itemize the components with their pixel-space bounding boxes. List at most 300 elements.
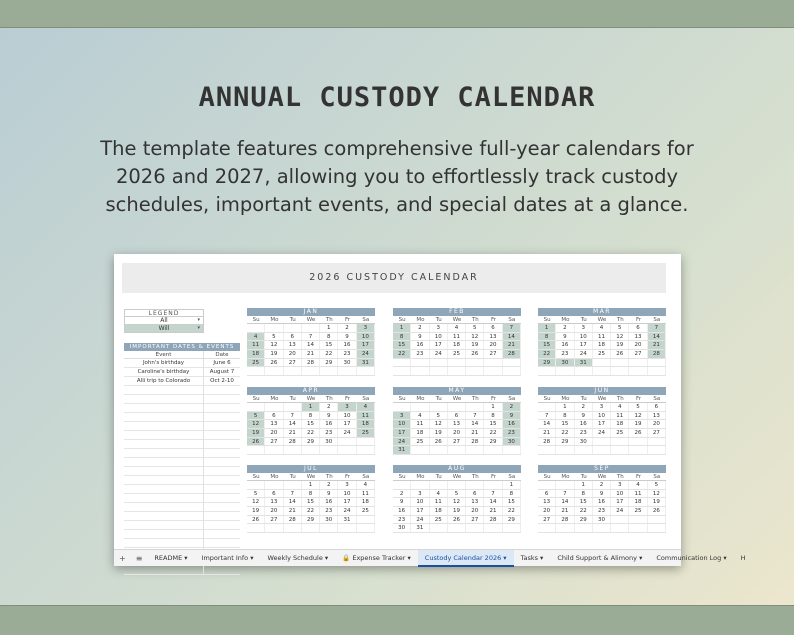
day-cell[interactable] bbox=[357, 516, 375, 524]
day-cell[interactable]: 14 bbox=[466, 420, 484, 428]
day-cell[interactable]: 23 bbox=[593, 507, 611, 515]
day-cell[interactable]: 26 bbox=[466, 350, 484, 358]
day-cell[interactable]: 30 bbox=[393, 524, 411, 532]
day-cell[interactable] bbox=[593, 438, 611, 446]
day-cell[interactable]: 25 bbox=[247, 359, 265, 367]
day-cell[interactable] bbox=[320, 446, 338, 454]
day-cell[interactable] bbox=[411, 367, 429, 375]
day-cell[interactable]: 12 bbox=[611, 333, 629, 341]
day-cell[interactable]: 22 bbox=[503, 507, 521, 515]
day-cell[interactable] bbox=[302, 524, 320, 532]
event-row-empty[interactable] bbox=[124, 494, 240, 503]
day-cell[interactable]: 7 bbox=[648, 324, 666, 332]
day-cell[interactable]: 23 bbox=[575, 429, 593, 437]
day-cell[interactable]: 7 bbox=[484, 490, 502, 498]
day-cell[interactable]: 21 bbox=[284, 429, 302, 437]
day-cell[interactable]: 13 bbox=[284, 341, 302, 349]
day-cell[interactable]: 20 bbox=[648, 420, 666, 428]
day-cell[interactable]: 7 bbox=[284, 490, 302, 498]
day-cell[interactable] bbox=[629, 438, 647, 446]
day-cell[interactable]: 7 bbox=[302, 333, 320, 341]
day-cell[interactable]: 4 bbox=[448, 324, 466, 332]
day-cell[interactable]: 10 bbox=[411, 498, 429, 506]
day-cell[interactable]: 9 bbox=[338, 333, 356, 341]
day-cell[interactable]: 26 bbox=[611, 350, 629, 358]
day-cell[interactable] bbox=[411, 481, 429, 489]
legend-row-will[interactable] bbox=[124, 325, 204, 333]
day-cell[interactable]: 13 bbox=[265, 498, 283, 506]
day-cell[interactable]: 18 bbox=[357, 498, 375, 506]
day-cell[interactable]: 30 bbox=[556, 359, 574, 367]
day-cell[interactable] bbox=[430, 403, 448, 411]
day-cell[interactable]: 25 bbox=[357, 429, 375, 437]
day-cell[interactable] bbox=[448, 446, 466, 454]
day-cell[interactable] bbox=[265, 524, 283, 532]
day-cell[interactable]: 24 bbox=[338, 429, 356, 437]
day-cell[interactable]: 20 bbox=[448, 429, 466, 437]
day-cell[interactable] bbox=[302, 446, 320, 454]
event-row-empty[interactable] bbox=[124, 485, 240, 494]
day-cell[interactable] bbox=[265, 446, 283, 454]
sheet-tab[interactable]: Tasks ▾ bbox=[520, 553, 544, 562]
day-cell[interactable]: 28 bbox=[556, 516, 574, 524]
day-cell[interactable] bbox=[466, 524, 484, 532]
day-cell[interactable]: 8 bbox=[575, 490, 593, 498]
day-cell[interactable]: 29 bbox=[556, 438, 574, 446]
event-row-empty[interactable] bbox=[124, 449, 240, 458]
day-cell[interactable]: 17 bbox=[430, 341, 448, 349]
event-row-empty[interactable] bbox=[124, 404, 240, 413]
day-cell[interactable]: 28 bbox=[466, 438, 484, 446]
day-cell[interactable]: 9 bbox=[411, 333, 429, 341]
day-cell[interactable]: 25 bbox=[448, 350, 466, 358]
event-row-empty[interactable] bbox=[124, 386, 240, 395]
day-cell[interactable]: 15 bbox=[503, 498, 521, 506]
day-cell[interactable] bbox=[575, 524, 593, 532]
day-cell[interactable]: 12 bbox=[247, 420, 265, 428]
day-cell[interactable]: 21 bbox=[648, 341, 666, 349]
day-cell[interactable]: 3 bbox=[338, 481, 356, 489]
day-cell[interactable]: 22 bbox=[575, 507, 593, 515]
day-cell[interactable] bbox=[393, 403, 411, 411]
day-cell[interactable]: 21 bbox=[302, 350, 320, 358]
day-cell[interactable]: 15 bbox=[302, 498, 320, 506]
day-cell[interactable] bbox=[338, 438, 356, 446]
day-cell[interactable]: 29 bbox=[302, 516, 320, 524]
day-cell[interactable] bbox=[393, 367, 411, 375]
day-cell[interactable] bbox=[648, 524, 666, 532]
day-cell[interactable] bbox=[411, 403, 429, 411]
day-cell[interactable]: 12 bbox=[466, 333, 484, 341]
day-cell[interactable]: 3 bbox=[593, 403, 611, 411]
day-cell[interactable]: 20 bbox=[538, 507, 556, 515]
event-row-empty[interactable] bbox=[124, 539, 240, 548]
day-cell[interactable] bbox=[556, 446, 574, 454]
day-cell[interactable]: 6 bbox=[265, 490, 283, 498]
day-cell[interactable]: 12 bbox=[448, 498, 466, 506]
day-cell[interactable]: 17 bbox=[338, 420, 356, 428]
day-cell[interactable] bbox=[430, 359, 448, 367]
day-cell[interactable]: 13 bbox=[484, 333, 502, 341]
event-row-empty[interactable] bbox=[124, 521, 240, 530]
day-cell[interactable]: 6 bbox=[538, 490, 556, 498]
day-cell[interactable]: 22 bbox=[538, 350, 556, 358]
day-cell[interactable] bbox=[484, 367, 502, 375]
day-cell[interactable]: 2 bbox=[575, 403, 593, 411]
day-cell[interactable]: 24 bbox=[430, 350, 448, 358]
day-cell[interactable]: 26 bbox=[247, 516, 265, 524]
day-cell[interactable]: 13 bbox=[265, 420, 283, 428]
day-cell[interactable]: 31 bbox=[575, 359, 593, 367]
day-cell[interactable]: 28 bbox=[648, 350, 666, 358]
event-row[interactable] bbox=[124, 368, 240, 377]
day-cell[interactable] bbox=[611, 446, 629, 454]
day-cell[interactable]: 28 bbox=[284, 516, 302, 524]
day-cell[interactable]: 21 bbox=[503, 341, 521, 349]
day-cell[interactable]: 25 bbox=[430, 516, 448, 524]
day-cell[interactable]: 28 bbox=[503, 350, 521, 358]
day-cell[interactable]: 3 bbox=[575, 324, 593, 332]
sheet-tab[interactable]: Important Info ▾ bbox=[201, 553, 254, 562]
day-cell[interactable] bbox=[320, 524, 338, 532]
day-cell[interactable]: 28 bbox=[538, 438, 556, 446]
day-cell[interactable] bbox=[247, 524, 265, 532]
day-cell[interactable] bbox=[284, 403, 302, 411]
day-cell[interactable] bbox=[466, 446, 484, 454]
day-cell[interactable]: 22 bbox=[320, 350, 338, 358]
day-cell[interactable]: 27 bbox=[265, 516, 283, 524]
day-cell[interactable]: 31 bbox=[411, 524, 429, 532]
day-cell[interactable] bbox=[629, 524, 647, 532]
day-cell[interactable]: 1 bbox=[484, 403, 502, 411]
event-row-empty[interactable] bbox=[124, 566, 240, 575]
day-cell[interactable]: 9 bbox=[575, 412, 593, 420]
day-cell[interactable]: 9 bbox=[393, 498, 411, 506]
day-cell[interactable]: 11 bbox=[593, 333, 611, 341]
day-cell[interactable]: 19 bbox=[247, 507, 265, 515]
day-cell[interactable]: 25 bbox=[357, 507, 375, 515]
day-cell[interactable]: 29 bbox=[538, 359, 556, 367]
day-cell[interactable]: 6 bbox=[484, 324, 502, 332]
day-cell[interactable]: 11 bbox=[357, 490, 375, 498]
day-cell[interactable]: 4 bbox=[611, 403, 629, 411]
day-cell[interactable]: 25 bbox=[411, 438, 429, 446]
day-cell[interactable]: 17 bbox=[338, 498, 356, 506]
day-cell[interactable] bbox=[648, 359, 666, 367]
event-row-empty[interactable] bbox=[124, 467, 240, 476]
day-cell[interactable] bbox=[629, 359, 647, 367]
day-cell[interactable]: 21 bbox=[466, 429, 484, 437]
day-cell[interactable]: 3 bbox=[393, 412, 411, 420]
day-cell[interactable]: 23 bbox=[556, 350, 574, 358]
day-cell[interactable]: 24 bbox=[338, 507, 356, 515]
day-cell[interactable]: 4 bbox=[430, 490, 448, 498]
day-cell[interactable]: 17 bbox=[575, 341, 593, 349]
day-cell[interactable]: 12 bbox=[648, 490, 666, 498]
day-cell[interactable] bbox=[648, 367, 666, 375]
day-cell[interactable]: 15 bbox=[393, 341, 411, 349]
event-row-empty[interactable] bbox=[124, 413, 240, 422]
day-cell[interactable]: 14 bbox=[284, 420, 302, 428]
day-cell[interactable]: 18 bbox=[593, 341, 611, 349]
event-row-empty[interactable] bbox=[124, 440, 240, 449]
day-cell[interactable]: 20 bbox=[629, 341, 647, 349]
day-cell[interactable]: 12 bbox=[265, 341, 283, 349]
all-sheets-menu-icon[interactable]: ≡ bbox=[135, 553, 143, 563]
day-cell[interactable] bbox=[611, 524, 629, 532]
day-cell[interactable] bbox=[411, 446, 429, 454]
day-cell[interactable] bbox=[448, 403, 466, 411]
day-cell[interactable]: 9 bbox=[320, 490, 338, 498]
day-cell[interactable]: 3 bbox=[357, 324, 375, 332]
day-cell[interactable]: 4 bbox=[411, 412, 429, 420]
day-cell[interactable]: 1 bbox=[503, 481, 521, 489]
day-cell[interactable] bbox=[484, 446, 502, 454]
day-cell[interactable]: 14 bbox=[284, 498, 302, 506]
day-cell[interactable] bbox=[393, 481, 411, 489]
day-cell[interactable] bbox=[338, 446, 356, 454]
day-cell[interactable] bbox=[357, 446, 375, 454]
day-cell[interactable]: 3 bbox=[411, 490, 429, 498]
day-cell[interactable] bbox=[575, 367, 593, 375]
day-cell[interactable]: 13 bbox=[629, 333, 647, 341]
day-cell[interactable] bbox=[430, 446, 448, 454]
day-cell[interactable]: 24 bbox=[611, 507, 629, 515]
event-row-empty[interactable] bbox=[124, 422, 240, 431]
day-cell[interactable]: 27 bbox=[648, 429, 666, 437]
day-cell[interactable] bbox=[538, 524, 556, 532]
day-cell[interactable] bbox=[611, 367, 629, 375]
day-cell[interactable]: 2 bbox=[411, 324, 429, 332]
day-cell[interactable]: 19 bbox=[247, 429, 265, 437]
day-cell[interactable]: 18 bbox=[629, 498, 647, 506]
day-cell[interactable]: 26 bbox=[247, 438, 265, 446]
day-cell[interactable]: 20 bbox=[284, 350, 302, 358]
day-cell[interactable]: 19 bbox=[265, 350, 283, 358]
day-cell[interactable] bbox=[302, 367, 320, 375]
day-cell[interactable]: 23 bbox=[338, 350, 356, 358]
day-cell[interactable]: 13 bbox=[448, 420, 466, 428]
day-cell[interactable]: 22 bbox=[556, 429, 574, 437]
day-cell[interactable] bbox=[466, 481, 484, 489]
sheet-tab[interactable]: Communication Log ▾ bbox=[656, 553, 727, 562]
day-cell[interactable]: 8 bbox=[393, 333, 411, 341]
day-cell[interactable]: 11 bbox=[357, 412, 375, 420]
day-cell[interactable]: 14 bbox=[302, 341, 320, 349]
day-cell[interactable]: 6 bbox=[629, 324, 647, 332]
day-cell[interactable] bbox=[575, 446, 593, 454]
day-cell[interactable]: 27 bbox=[629, 350, 647, 358]
day-cell[interactable]: 18 bbox=[247, 350, 265, 358]
day-cell[interactable] bbox=[284, 481, 302, 489]
day-cell[interactable] bbox=[648, 438, 666, 446]
day-cell[interactable]: 20 bbox=[484, 341, 502, 349]
day-cell[interactable]: 17 bbox=[611, 498, 629, 506]
day-cell[interactable] bbox=[284, 324, 302, 332]
day-cell[interactable] bbox=[247, 481, 265, 489]
day-cell[interactable]: 8 bbox=[302, 412, 320, 420]
day-cell[interactable]: 5 bbox=[629, 403, 647, 411]
day-cell[interactable]: 14 bbox=[538, 420, 556, 428]
day-cell[interactable]: 10 bbox=[575, 333, 593, 341]
day-cell[interactable]: 5 bbox=[247, 412, 265, 420]
day-cell[interactable]: 10 bbox=[393, 420, 411, 428]
day-cell[interactable]: 5 bbox=[611, 324, 629, 332]
day-cell[interactable] bbox=[284, 446, 302, 454]
day-cell[interactable]: 27 bbox=[484, 350, 502, 358]
day-cell[interactable] bbox=[393, 359, 411, 367]
day-cell[interactable] bbox=[538, 367, 556, 375]
day-cell[interactable]: 19 bbox=[629, 420, 647, 428]
day-cell[interactable]: 28 bbox=[484, 516, 502, 524]
day-cell[interactable]: 6 bbox=[448, 412, 466, 420]
day-cell[interactable]: 2 bbox=[320, 481, 338, 489]
day-cell[interactable] bbox=[284, 524, 302, 532]
day-cell[interactable]: 5 bbox=[247, 490, 265, 498]
sheet-tab[interactable]: Weekly Schedule ▾ bbox=[267, 553, 329, 562]
day-cell[interactable]: 11 bbox=[411, 420, 429, 428]
sheet-tab[interactable]: H bbox=[740, 553, 746, 562]
day-cell[interactable] bbox=[466, 367, 484, 375]
day-cell[interactable]: 20 bbox=[466, 507, 484, 515]
day-cell[interactable]: 21 bbox=[484, 507, 502, 515]
day-cell[interactable]: 4 bbox=[357, 403, 375, 411]
day-cell[interactable] bbox=[265, 324, 283, 332]
day-cell[interactable] bbox=[611, 438, 629, 446]
day-cell[interactable] bbox=[357, 438, 375, 446]
day-cell[interactable]: 30 bbox=[320, 438, 338, 446]
day-cell[interactable]: 30 bbox=[593, 516, 611, 524]
day-cell[interactable] bbox=[430, 524, 448, 532]
day-cell[interactable] bbox=[448, 367, 466, 375]
day-cell[interactable]: 19 bbox=[648, 498, 666, 506]
day-cell[interactable]: 30 bbox=[338, 359, 356, 367]
day-cell[interactable]: 10 bbox=[593, 412, 611, 420]
day-cell[interactable]: 3 bbox=[430, 324, 448, 332]
day-cell[interactable]: 12 bbox=[629, 412, 647, 420]
day-cell[interactable] bbox=[593, 367, 611, 375]
day-cell[interactable] bbox=[338, 367, 356, 375]
day-cell[interactable]: 26 bbox=[448, 516, 466, 524]
day-cell[interactable] bbox=[538, 403, 556, 411]
day-cell[interactable]: 11 bbox=[247, 341, 265, 349]
day-cell[interactable]: 5 bbox=[448, 490, 466, 498]
day-cell[interactable]: 14 bbox=[484, 498, 502, 506]
day-cell[interactable]: 16 bbox=[320, 498, 338, 506]
day-cell[interactable]: 22 bbox=[302, 429, 320, 437]
event-row-empty[interactable] bbox=[124, 503, 240, 512]
day-cell[interactable] bbox=[593, 524, 611, 532]
day-cell[interactable]: 4 bbox=[629, 481, 647, 489]
day-cell[interactable]: 10 bbox=[338, 412, 356, 420]
day-cell[interactable]: 29 bbox=[320, 359, 338, 367]
day-cell[interactable]: 1 bbox=[556, 403, 574, 411]
day-cell[interactable]: 8 bbox=[556, 412, 574, 420]
day-cell[interactable]: 31 bbox=[338, 516, 356, 524]
day-cell[interactable]: 26 bbox=[430, 438, 448, 446]
day-cell[interactable]: 18 bbox=[411, 429, 429, 437]
day-cell[interactable]: 23 bbox=[320, 429, 338, 437]
day-cell[interactable] bbox=[247, 403, 265, 411]
day-cell[interactable]: 7 bbox=[538, 412, 556, 420]
day-cell[interactable] bbox=[556, 524, 574, 532]
day-cell[interactable]: 9 bbox=[593, 490, 611, 498]
day-cell[interactable] bbox=[593, 446, 611, 454]
day-cell[interactable]: 7 bbox=[556, 490, 574, 498]
day-cell[interactable]: 16 bbox=[411, 341, 429, 349]
day-cell[interactable] bbox=[265, 367, 283, 375]
day-cell[interactable]: 6 bbox=[648, 403, 666, 411]
day-cell[interactable]: 16 bbox=[393, 507, 411, 515]
day-cell[interactable]: 1 bbox=[302, 481, 320, 489]
day-cell[interactable]: 24 bbox=[411, 516, 429, 524]
day-cell[interactable]: 19 bbox=[466, 341, 484, 349]
day-cell[interactable] bbox=[538, 481, 556, 489]
day-cell[interactable]: 1 bbox=[538, 324, 556, 332]
day-cell[interactable]: 2 bbox=[320, 403, 338, 411]
day-cell[interactable]: 12 bbox=[430, 420, 448, 428]
day-cell[interactable]: 19 bbox=[430, 429, 448, 437]
day-cell[interactable] bbox=[284, 367, 302, 375]
day-cell[interactable] bbox=[338, 524, 356, 532]
day-cell[interactable]: 16 bbox=[556, 341, 574, 349]
day-cell[interactable] bbox=[430, 367, 448, 375]
day-cell[interactable]: 4 bbox=[357, 481, 375, 489]
day-cell[interactable]: 9 bbox=[503, 412, 521, 420]
day-cell[interactable]: 14 bbox=[503, 333, 521, 341]
day-cell[interactable]: 2 bbox=[393, 490, 411, 498]
day-cell[interactable]: 15 bbox=[320, 341, 338, 349]
day-cell[interactable]: 24 bbox=[593, 429, 611, 437]
event-row-empty[interactable] bbox=[124, 458, 240, 467]
day-cell[interactable]: 10 bbox=[338, 490, 356, 498]
sheet-tab[interactable]: 🔒 Expense Tracker ▾ bbox=[342, 553, 411, 562]
day-cell[interactable]: 24 bbox=[393, 438, 411, 446]
day-cell[interactable]: 2 bbox=[503, 403, 521, 411]
day-cell[interactable]: 10 bbox=[611, 490, 629, 498]
day-cell[interactable]: 20 bbox=[265, 429, 283, 437]
day-cell[interactable]: 23 bbox=[503, 429, 521, 437]
day-cell[interactable]: 17 bbox=[393, 429, 411, 437]
day-cell[interactable] bbox=[556, 367, 574, 375]
day-cell[interactable] bbox=[629, 446, 647, 454]
event-row-empty[interactable] bbox=[124, 395, 240, 404]
day-cell[interactable]: 23 bbox=[411, 350, 429, 358]
day-cell[interactable] bbox=[503, 446, 521, 454]
day-cell[interactable]: 15 bbox=[302, 420, 320, 428]
day-cell[interactable]: 21 bbox=[284, 507, 302, 515]
event-row[interactable] bbox=[124, 377, 240, 386]
day-cell[interactable]: 19 bbox=[448, 507, 466, 515]
day-cell[interactable] bbox=[448, 481, 466, 489]
day-cell[interactable]: 3 bbox=[338, 403, 356, 411]
day-cell[interactable] bbox=[357, 367, 375, 375]
day-cell[interactable]: 19 bbox=[611, 341, 629, 349]
day-cell[interactable] bbox=[466, 403, 484, 411]
day-cell[interactable]: 16 bbox=[320, 420, 338, 428]
day-cell[interactable]: 8 bbox=[302, 490, 320, 498]
day-cell[interactable]: 11 bbox=[448, 333, 466, 341]
day-cell[interactable]: 15 bbox=[484, 420, 502, 428]
day-cell[interactable]: 22 bbox=[302, 507, 320, 515]
day-cell[interactable] bbox=[357, 524, 375, 532]
event-row-empty[interactable] bbox=[124, 476, 240, 485]
day-cell[interactable] bbox=[556, 481, 574, 489]
day-cell[interactable] bbox=[484, 481, 502, 489]
day-cell[interactable] bbox=[503, 524, 521, 532]
day-cell[interactable]: 30 bbox=[575, 438, 593, 446]
day-cell[interactable]: 4 bbox=[247, 333, 265, 341]
